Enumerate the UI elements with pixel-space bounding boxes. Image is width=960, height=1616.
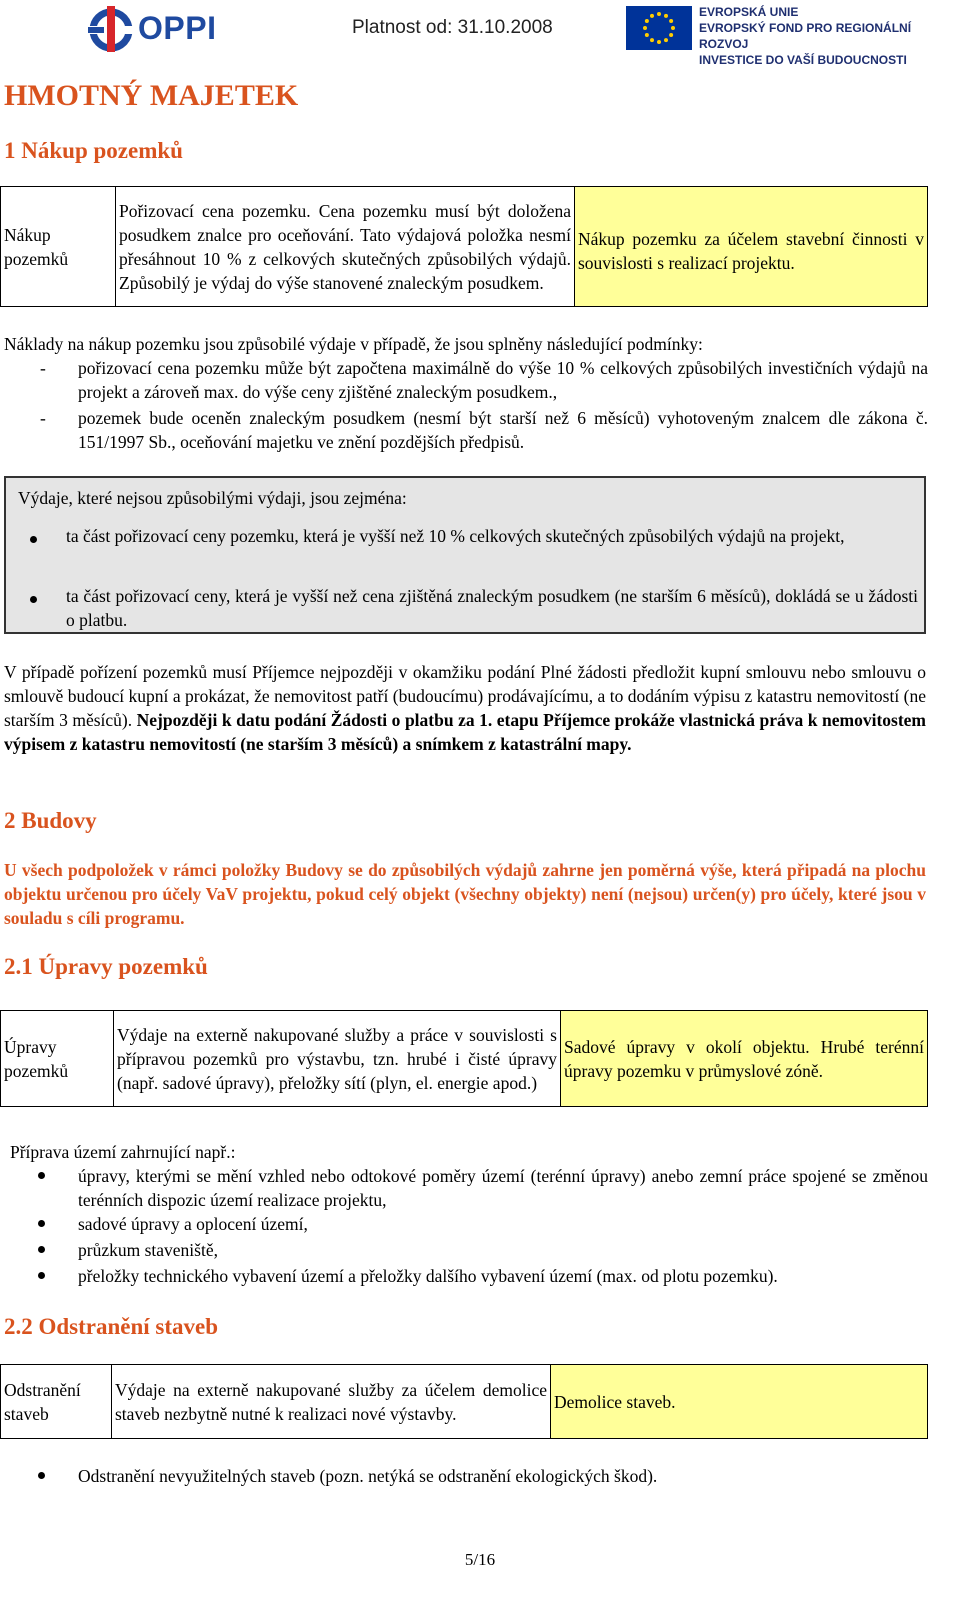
eu-star-icon [657,12,661,16]
eu-star-icon [664,14,668,18]
ownership-paragraph [4,660,926,756]
box-title: Výdaje, které nejsou způsobilými výdaji, jsou zejména: [18,488,407,508]
ownership-bold-text: Nejpozději k datu podání Žádosti o platbu za 1. etapu Příjemce prokáže vlastnická práva k nemovitostem výpisem z katastru nemovitostí (ne starším 3 měsíců) a snímkem z katastrální mapy. [4,710,927,754]
page-title: HMOTNÝ MAJETEK [4,79,299,112]
dash-marker: - [40,358,46,378]
bullet-icon [30,596,37,603]
table-label-cell: Odstranění staveb [1,1365,112,1439]
table-description-cell: Výdaje na externě nakupované služby za účelem demolice staveb nezbytně nutné k realizaci nové výstavby. [112,1365,551,1439]
section-heading: 2 Budovy [4,808,97,833]
list-item: přeložky technického vybavení území a přeložky dalšího vybavení území (max. od plotu pozemku). [78,1266,778,1286]
bullet-icon [30,536,37,543]
eu-star-icon [671,26,675,30]
oppi-logo-text: OPPI [138,10,217,46]
land-adjustments-table [0,1010,928,1107]
demolition-table [0,1364,928,1439]
section-heading: 2.2 Odstranění staveb [4,1314,219,1339]
oppi-logo-icon [88,4,134,54]
buildings-note: U všech podpoložek v rámci položky Budovy se do způsobilých výdajů zahrne jen poměrná výše, která připadá na plochu objektu určenou pro účely VaV projektu, pokud celý objekt (všechny objekty) není (nejsou) určen(y) pro účely, které jsou v souladu s cíli programu. [4,860,926,928]
table-description-cell: Pořizovací cena pozemku. Cena pozemku musí být doložena posudkem znalce pro oceňování. Tato výdajová položka nesmí přesáhnout 10 % z celkových skutečných způsobilých výdajů. Způsobilý je výdaj do výše stanovené znaleckým posudkem. [116,187,575,307]
table-label-cell: Úpravy pozemků [1,1011,114,1107]
table-example-cell: Nákup pozemku za účelem stavební činnosti v souvislosti s realizací projektu. [575,187,928,307]
ineligible-expenses-box [4,476,926,634]
condition-item: pořizovací cena pozemku může být započtena maximálně do výše 10 % celkových způsobilých investičních výdajů na projekt a zároveň max. do výše ceny zjištěné znaleckým posudkem., [78,358,928,402]
table-example-cell: Sadové úpravy v okolí objektu. Hrubé terénní úpravy pozemku v průmyslové zóně. [561,1011,928,1107]
bullet-icon [38,1272,45,1279]
page-number: 5/16 [464,1550,496,1569]
eu-flag-icon [626,6,692,50]
list-item: průzkum staveniště, [78,1240,218,1260]
eu-star-icon [650,14,654,18]
eu-star-icon [650,38,654,42]
dash-marker: - [40,408,46,428]
conditions-intro: Náklady na nákup pozemku jsou způsobilé výdaje v případě, že jsou splněny následující podmínky: [4,334,703,354]
eu-caption-line: EVROPSKÁ UNIE [699,5,799,19]
ownership-text: V případě pořízení pozemků musí Příjemce nejpozději v okamžiku podání Plné žádosti předložit kupní smlouvu nebo smlouvu o smlouvě budoucí kupní a prokázat, že nemovitost patří (budoucímu) prodávajícímu, a to dodáním výpisu z katastru nemovitostí (ne starším 3 měsíců). [4,662,926,730]
eu-caption-line: INVESTICE DO VAŠÍ BUDOUCNOSTI [699,53,907,67]
eu-star-icon [657,40,661,44]
bullet-icon [38,1172,45,1179]
box-item: ta část pořizovací ceny, která je vyšší než cena zjištěná znaleckým posudkem (ne starším 6 měsíců), dokládá se u žádosti o platbu. [66,586,918,630]
eu-star-icon [645,19,649,23]
list-item: sadové úpravy a oplocení území, [78,1214,308,1234]
table-example-cell: Demolice staveb. [551,1365,928,1439]
section-heading: 1 Nákup pozemků [4,138,183,163]
bullet-icon [38,1246,45,1253]
table-label-cell: Nákup pozemků [1,187,116,307]
eu-caption [699,4,960,68]
list-title: Příprava území zahrnující např.: [10,1142,236,1162]
eu-star-icon [664,38,668,42]
bullet-icon [38,1220,45,1227]
bullet-icon [38,1472,45,1479]
eu-star-icon [669,33,673,37]
eu-caption-line: EVROPSKÝ FOND PRO REGIONÁLNÍ ROZVOJ [699,21,912,51]
condition-item: pozemek bude oceněn znaleckým posudkem (nesmí být starší než 6 měsíců) vyhotoveným znalcem dle zákona č. 151/1997 Sb., oceňování majetku ve znění pozdějších předpisů. [78,408,928,452]
land-purchase-table [0,186,928,307]
eu-star-icon [645,33,649,37]
eu-star-icon [669,19,673,23]
eu-star-icon [643,26,647,30]
box-item: ta část pořizovací ceny pozemku, která je vyšší než 10 % celkových skutečných způsobilých výdajů na projekt, [66,526,845,546]
validity-date: Platnost od: 31.10.2008 [352,17,553,38]
table-description-cell: Výdaje na externě nakupované služby a práce v souvislosti s přípravou pozemků pro výstavbu, tzn. hrubé i čisté úpravy (např. sadové úpravy), přeložky sítí (plyn, el. energie apod.) [114,1011,561,1107]
list-item: Odstranění nevyužitelných staveb (pozn. netýká se odstranění ekologických škod). [78,1466,658,1486]
section-heading: 2.1 Úpravy pozemků [4,954,208,979]
list-item: úpravy, kterými se mění vzhled nebo odtokové poměry území (terénní úpravy) anebo zemní práce spojené se změnou terénních dispozic území realizace projektu, [78,1166,928,1210]
